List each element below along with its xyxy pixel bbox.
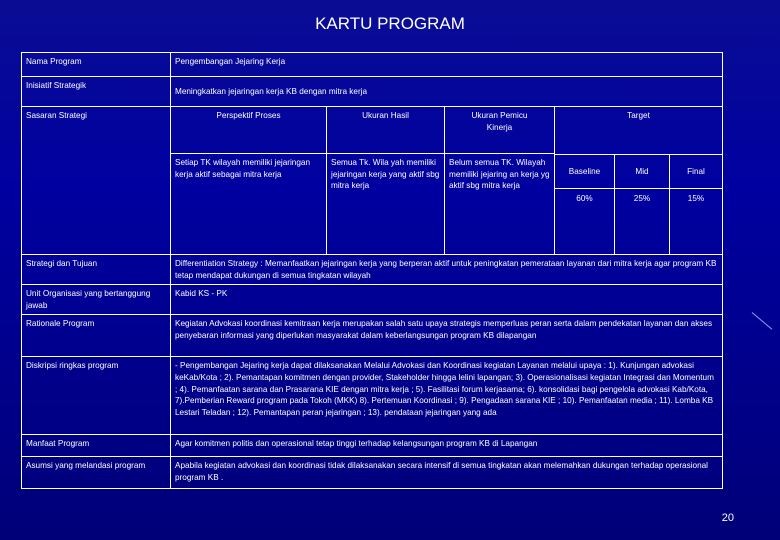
perspektif-proses-header: Perspektif Proses (171, 107, 326, 154)
program-card-table (21, 52, 723, 489)
ukuran-hasil-value: Semua Tk. Wila yah memiliki jejaringan kerja yang aktif sbg mitra kerja (331, 158, 440, 191)
nama-program-value: Pengembangan Jejaring Kerja (171, 53, 723, 77)
perspektif-proses-value: Setiap TK wilayah memiliki jejaringan kerja aktif sebagai mitra kerja (175, 158, 311, 179)
baseline-header: Baseline (555, 155, 614, 189)
unit-organisasi-label: Unit Organisasi yang bertanggung jawab (22, 285, 171, 315)
decorative-line (752, 312, 773, 329)
row-nama-program (22, 53, 723, 77)
nama-program-label: Nama Program (22, 53, 171, 77)
rationale-value: Kegiatan Advokasi koordinasi kemitraan kerja merupakan salah satu upaya strategis memperluas peran serta dalam pendekatan layanan dan akses penyebaran informasi yang diperlukan masyarakat dalam keberlangsungan program KB dilapangan (171, 315, 723, 357)
row-inisiatif-strategik (22, 77, 723, 107)
row-manfaat (22, 435, 723, 457)
final-header: Final (670, 155, 722, 189)
row-rationale (22, 315, 723, 357)
row-asumsi (22, 457, 723, 489)
asumsi-value: Apabila kegiatan advokasi dan koordinasi tidak dilaksanakan secara intensif di semua tingkatan akan melemahkan dukungan terhadap operasional program KB . (171, 457, 723, 489)
baseline-value: 60% (576, 194, 593, 203)
target-header: Target (555, 107, 723, 155)
row-unit-organisasi (22, 285, 723, 315)
manfaat-value: Agar komitmen politis dan operasional tetap tinggi terhadap kelangsungan program KB di Lapangan (171, 435, 723, 457)
inisiatif-strategik-value: Meningkatkan jejaringan kerja KB dengan mitra kerja (171, 77, 723, 107)
unit-organisasi-value: Kabid KS - PK (171, 285, 723, 315)
sasaran-strategi-label: Sasaran Strategi (22, 107, 171, 255)
diskripsi-label: Diskripsi ringkas program (22, 357, 171, 435)
asumsi-label: Asumsi yang melandasi program (22, 457, 171, 489)
row-sasaran-strategi-header (22, 107, 723, 155)
mid-header: Mid (615, 155, 669, 189)
row-diskripsi (22, 357, 723, 435)
diskripsi-value: - Pengembangan Jejaring kerja dapat dilaksanakan Melalui Advokasi dan Koordinasi kegiatan Layanan melalui upaya : 1). Kunjungan advokasi keKab/Kota ; 2). Pemantapan komitmen dengan provider, Stakeholder hingga lelini lapangan; 3). Operasionalisasi kegiatan Integrasi dan Momentum ; 4). Pemanfaatan sarana dan Prasarana KIE dengan mitra kerja ; 5). Fasilitasi forum kerjasama; 6). konsolidasi bagi pengelola advokasi Kab/Kota, 7).Pemberian Reward program pada Tokoh (MKK) 8). Pertemuan Koordinasi ; 9). Pengadaan sarana KIE ; 10). Pemanfaatan media ; 11). Lomba KB Lestari Teladan ; 12). Pemantapan peran jejaringan ; 13). pendataan jejaringan yang ada (171, 357, 723, 435)
manfaat-label: Manfaat Program (22, 435, 171, 457)
ukuran-hasil-header: Ukuran Hasil (327, 107, 444, 154)
strategi-tujuan-label: Strategi dan Tujuan (22, 255, 171, 285)
final-value: 15% (687, 194, 705, 203)
slide-number: 20 (721, 512, 734, 524)
page-title: KARTU PROGRAM (315, 14, 465, 33)
rationale-label: Rationale Program (22, 315, 171, 357)
mid-value: 25% (633, 194, 651, 203)
ukuran-pemicu-kinerja-value: Belum semua TK. Wilayah memiliki jejaring an kerja yg aktif sbg mitra kerja (449, 158, 550, 191)
strategi-tujuan-value: Differentiation Strategy : Memanfaatkan jejaringan kerja yang berperan aktif untuk peningkatan pemerataan layanan dari mitra kerja agar program KB tetap mendapat dukungan di semua tingkatan wilayah (171, 255, 723, 285)
row-strategi-tujuan (22, 255, 723, 285)
inisiatif-strategik-label: Inisiatif Strategik (22, 77, 171, 107)
ukuran-pemicu-kinerja-header: Ukuran Pemicu Kinerja (445, 107, 554, 154)
